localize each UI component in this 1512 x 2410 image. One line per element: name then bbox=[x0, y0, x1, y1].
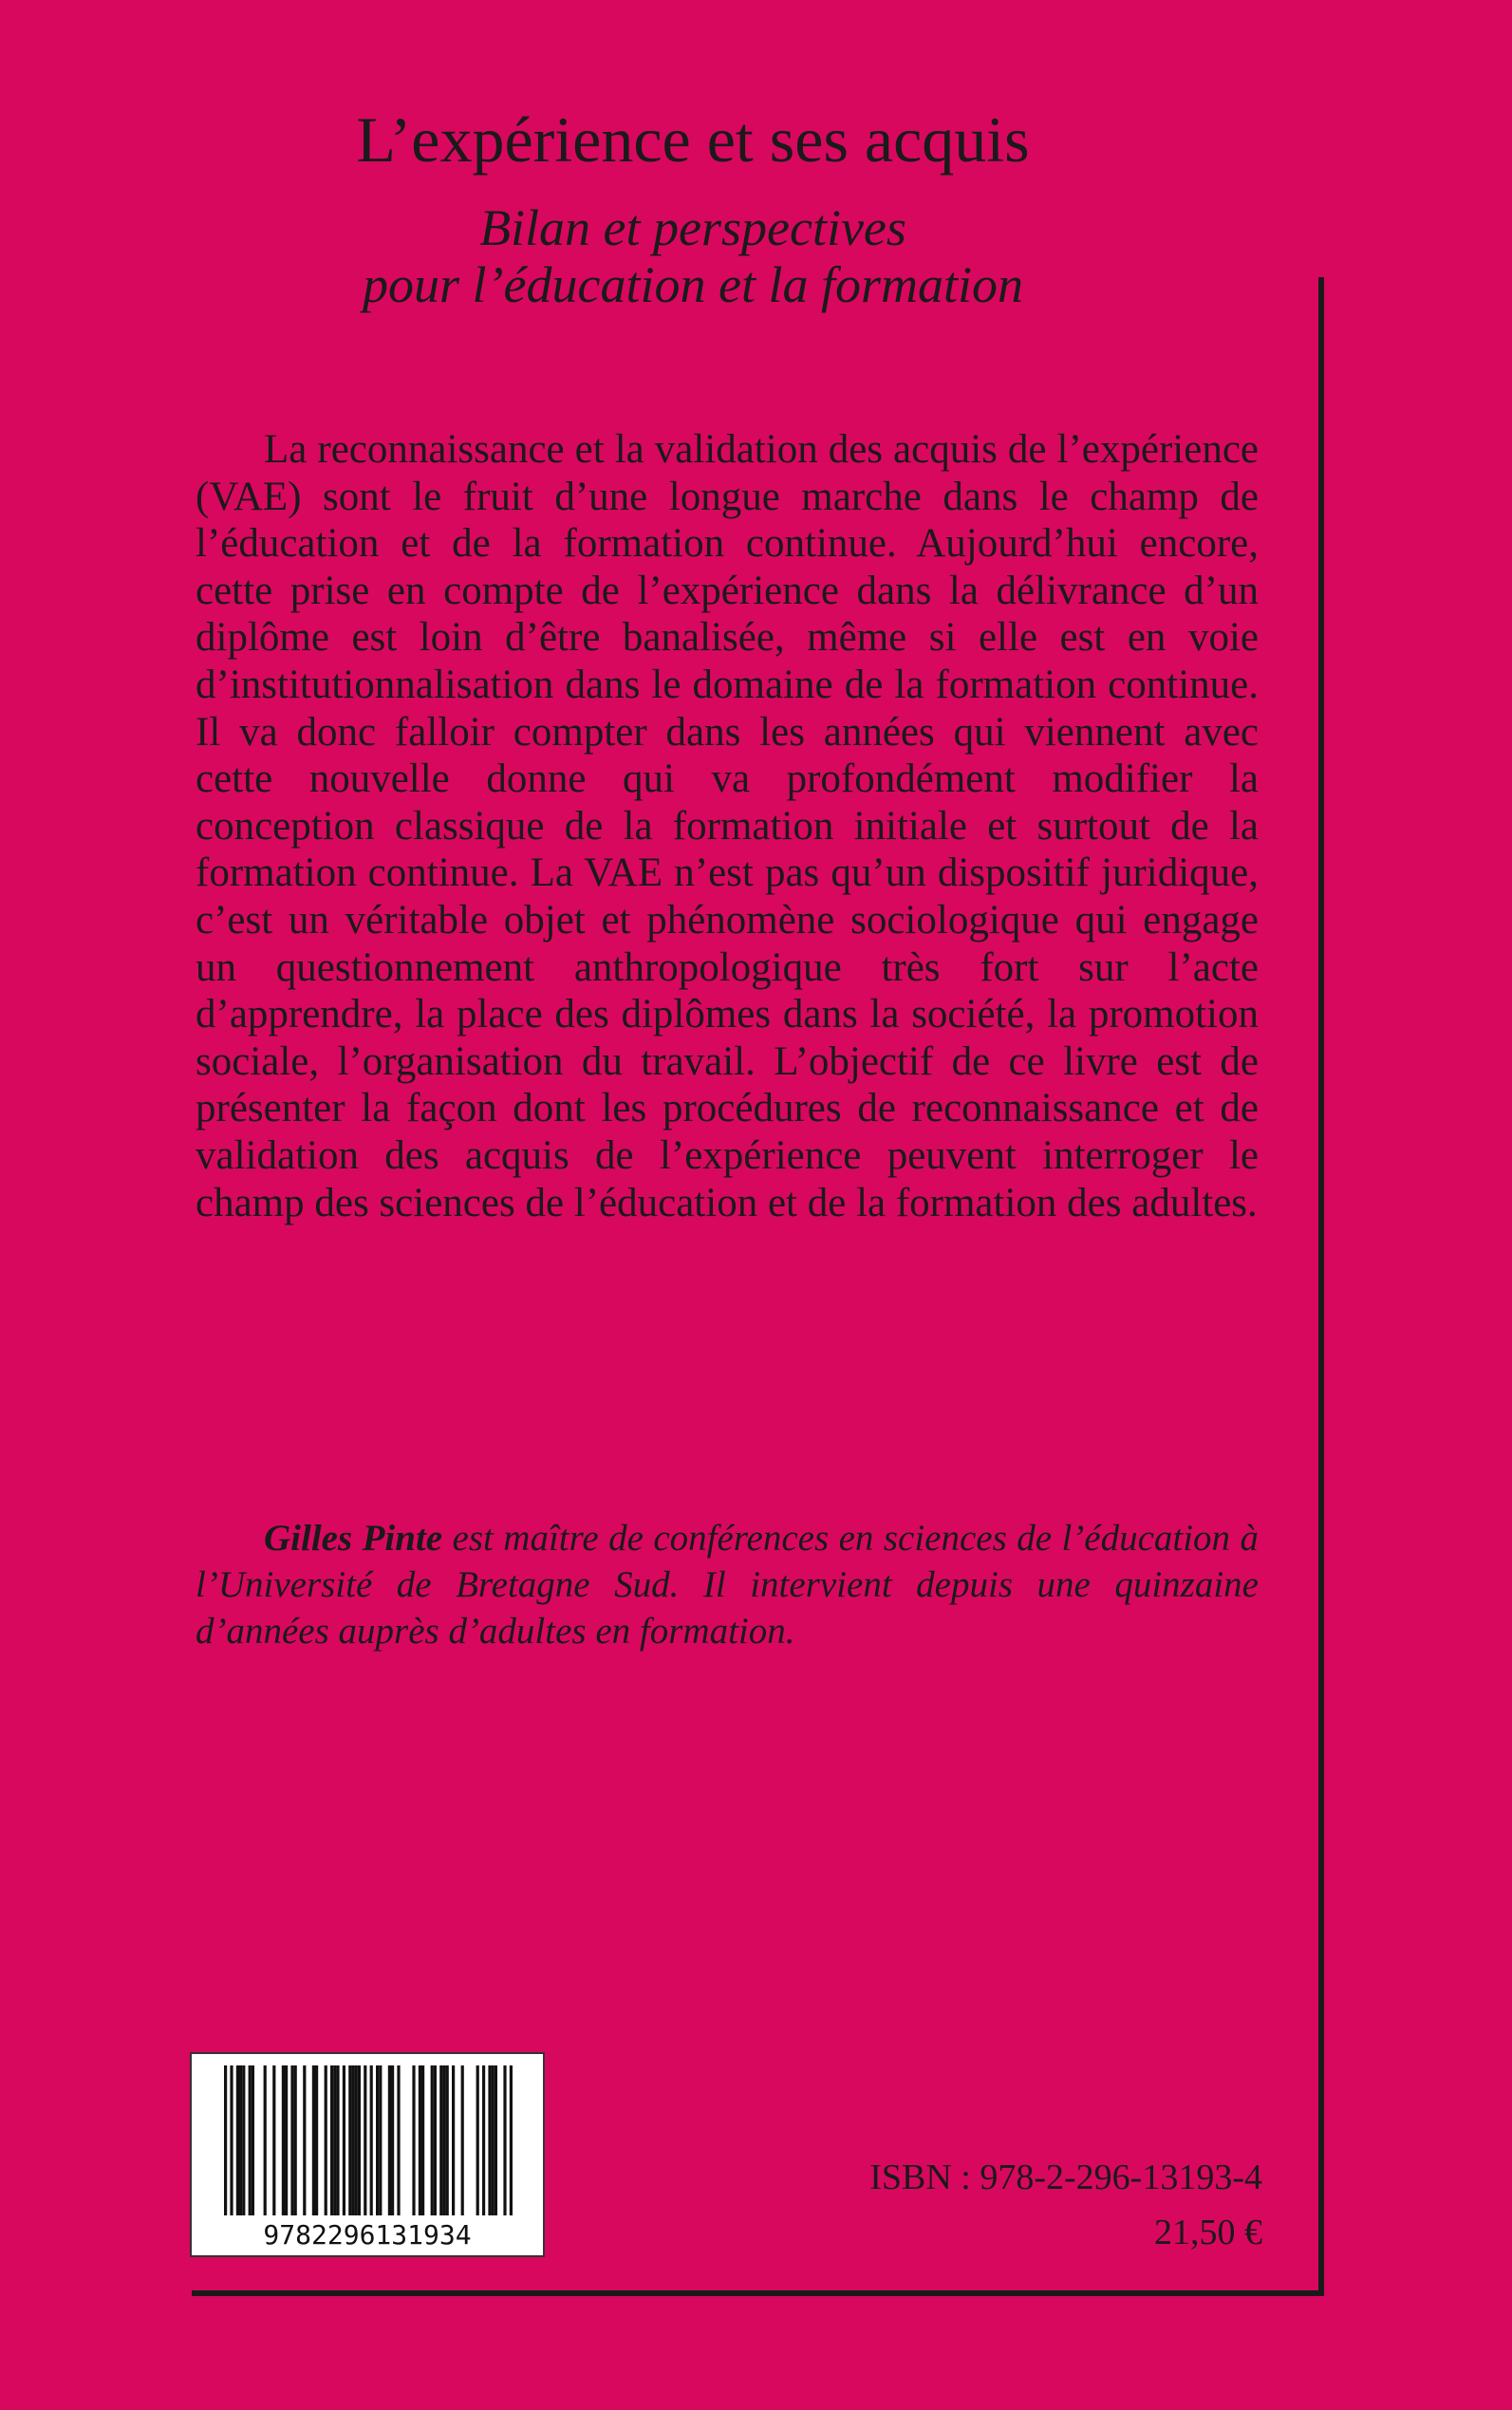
barcode-bar bbox=[476, 2065, 479, 2215]
barcode-bar bbox=[442, 2065, 445, 2215]
barcode-graphic bbox=[192, 2054, 543, 2255]
barcode-bar bbox=[495, 2065, 497, 2215]
barcode-bar bbox=[249, 2065, 252, 2215]
author-name: Gilles Pinte bbox=[264, 1518, 443, 1559]
barcode-number: 9782296131934 bbox=[263, 2219, 472, 2251]
barcode-bar bbox=[488, 2065, 491, 2215]
barcode-bar bbox=[452, 2065, 455, 2215]
barcode-bar bbox=[388, 2065, 391, 2215]
barcode-bar bbox=[325, 2065, 327, 2215]
barcode bbox=[190, 2052, 545, 2257]
book-subtitle bbox=[0, 199, 1386, 313]
barcode-bar bbox=[282, 2065, 285, 2215]
barcode-bar bbox=[264, 2065, 267, 2215]
barcode-bar bbox=[230, 2065, 233, 2215]
author-bio-text: est maître de conférences en sciences de l’éducation à l’Université de Bretagne Sud. Il intervient depuis une quinzaine d’années auprès d’adultes en formation. bbox=[196, 1518, 1259, 1652]
frame-rule-right bbox=[1318, 277, 1324, 2296]
barcode-bar bbox=[397, 2065, 400, 2215]
price: 21,50 € bbox=[1154, 2213, 1262, 2252]
barcode-bar bbox=[370, 2065, 373, 2215]
barcode-bar bbox=[439, 2065, 442, 2215]
barcode-bar bbox=[461, 2065, 464, 2215]
barcode-bars bbox=[224, 2065, 513, 2215]
book-title: L’expérience et ses acquis bbox=[356, 103, 1030, 176]
author-bio bbox=[196, 1515, 1259, 1654]
barcode-bar bbox=[358, 2065, 361, 2215]
barcode-bar bbox=[330, 2065, 333, 2215]
isbn: ISBN : 978-2-296-13193-4 bbox=[869, 2158, 1262, 2197]
frame-rule-bottom bbox=[192, 2290, 1324, 2296]
barcode-bar bbox=[482, 2065, 485, 2215]
barcode-bar bbox=[421, 2065, 424, 2215]
barcode-bar bbox=[419, 2065, 421, 2215]
barcode-bar bbox=[351, 2065, 354, 2215]
barcode-bar bbox=[294, 2065, 297, 2215]
barcode-bar bbox=[492, 2065, 495, 2215]
barcode-bar bbox=[312, 2065, 315, 2215]
barcode-bar bbox=[446, 2065, 449, 2215]
barcode-bar bbox=[272, 2065, 275, 2215]
barcode-bar bbox=[364, 2065, 366, 2215]
barcode-bar bbox=[333, 2065, 336, 2215]
subtitle-line-2: pour l’éducation et la formation bbox=[363, 256, 1023, 313]
barcode-bar bbox=[336, 2065, 339, 2215]
subtitle-line-1: Bilan et perspectives bbox=[479, 199, 906, 256]
barcode-bar bbox=[434, 2065, 437, 2215]
barcode-bar bbox=[391, 2065, 394, 2215]
barcode-bar bbox=[343, 2065, 345, 2215]
barcode-bar bbox=[348, 2065, 351, 2215]
barcode-bar bbox=[503, 2065, 506, 2215]
barcode-bar bbox=[379, 2065, 382, 2215]
barcode-bar bbox=[431, 2065, 434, 2215]
barcode-bar bbox=[510, 2065, 513, 2215]
barcode-bar bbox=[224, 2065, 227, 2215]
barcode-bar bbox=[376, 2065, 379, 2215]
barcode-bar bbox=[242, 2065, 245, 2215]
barcode-bar bbox=[252, 2065, 254, 2215]
barcode-bar bbox=[303, 2065, 306, 2215]
barcode-bar bbox=[290, 2065, 293, 2215]
barcode-bar bbox=[236, 2065, 239, 2215]
barcode-bar bbox=[285, 2065, 288, 2215]
barcode-bar bbox=[412, 2065, 415, 2215]
summary-paragraph: La reconnaissance et la validation des acquis de l’expérience (VAE) sont le fruit d’une longue marche dans le champ de l’éducation et de la formation continue. Aujourd’hui encore, cette prise en compte de l’expérience dans la délivrance d’un diplôme est loin d’être banalisée, même si elle est en voie d’institutionnalisation dans le domaine de la formation continue. Il va donc falloir compter dans les années qui viennent avec cette nouvelle donne qui va profondément modifier la conception classique de la formation initiale et surtout de la formation continue. La VAE n’est pas qu’un dispositif juridique, c’est un véritable objet et phénomène sociologique qui engage un questionnement anthropologique très fort sur l’acte d’apprendre, la place des diplômes dans la société, la promotion sociale, l’organisation du travail. L’objectif de ce livre est de présenter la façon dont les procédures de reconnaissance et de validation des acquis de l’expérience peuvent interroger le champ des sciences de l’éducation et de la formation des adultes. bbox=[196, 427, 1259, 1225]
barcode-bar bbox=[315, 2065, 318, 2215]
barcode-bar bbox=[355, 2065, 358, 2215]
barcode-bar bbox=[239, 2065, 242, 2215]
